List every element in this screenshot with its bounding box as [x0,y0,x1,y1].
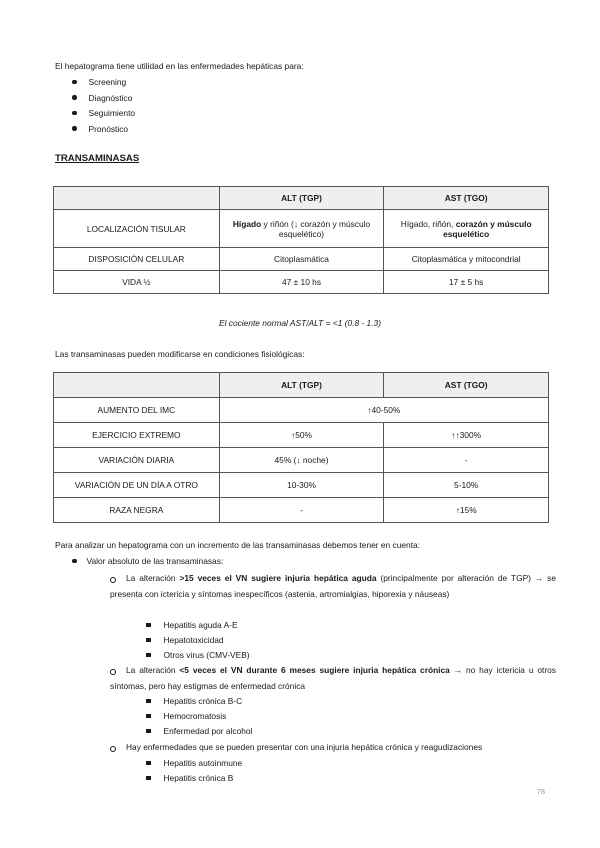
row-label: DISPOSICIÓN CELULAR [54,248,220,271]
table-cell: - [384,448,549,473]
list-item: Enfermedad por alcohol [146,724,252,740]
section-title: TRANSAMINASAS [55,153,140,164]
header-cell: ALT (TGP) [219,373,384,398]
row-label: VIDA ½ [54,271,220,294]
square-bullet-icon [146,714,151,719]
circle-bullet-icon [110,746,116,752]
list-item: Otros virus (CMV-VEB) [146,648,250,664]
bullet-icon [72,95,77,100]
uses-list [72,75,135,137]
merged-cell: ↑40-50% [219,398,548,423]
table-header-row [54,373,549,398]
row-label: VARIACIÓN DE UN DÍA A OTRO [54,473,220,498]
table-cell: Hígado, riñón, corazón y músculo esquelético [384,210,549,248]
square-bullet-icon [146,638,151,643]
list-item: Seguimiento [72,106,135,122]
row-label: RAZA NEGRA [54,498,220,523]
table-cell: ↑15% [384,498,549,523]
table-row [54,398,549,423]
header-cell [54,373,220,398]
physiologic-variation-table [53,372,549,523]
bullet-icon [72,111,77,116]
list-item: Hemocromatosis [146,709,226,725]
table-row [54,448,549,473]
table-row [54,210,549,248]
table-cell: ↑50% [219,423,384,448]
page-number: 78 [536,787,545,796]
analysis-intro: Para analizar un hepatograma con un incremento de las transaminasas debemos tener en cuenta: [55,540,420,550]
table-cell: ↑↑300% [384,423,549,448]
table-cell: Citoplasmática [219,248,384,271]
list-item: Valor absoluto de las transaminasas: [72,556,223,566]
list-item: Pronóstico [72,122,135,138]
list-item: Hepatitis autoinmune [146,756,242,772]
ratio-note: El cociente normal AST/ALT = <1 (0.8 - 1.3) [219,318,381,328]
table-row [54,498,549,523]
row-label: EJERCICIO EXTREMO [54,423,220,448]
list-item: Screening [72,75,135,91]
square-bullet-icon [146,729,151,734]
header-cell: AST (TGO) [384,373,549,398]
bullet-icon [72,559,77,564]
table-row [54,423,549,448]
list-item: Hepatitis crónica B-C [146,694,242,710]
circle-bullet-icon [110,577,116,583]
table-cell: Citoplasmática y mitocondrial [384,248,549,271]
table-cell: 5-10% [384,473,549,498]
square-bullet-icon [146,699,151,704]
acute-injury-item: La alteración >15 veces el VN sugiere injuria hepática aguda (principalmente por alteración de TGP) → se presenta con ictericia y síntomas inespecíficos (astenia, artromialgias, hiporexia y náuseas) [110,573,556,599]
table-cell: 17 ± 5 hs [384,271,549,294]
square-bullet-icon [146,761,151,766]
list-item: Hepatitis crónica B [146,771,233,787]
header-cell: AST (TGO) [384,187,549,210]
list-item: Hepatotoxicidad [146,633,224,649]
reagudization-item: Hay enfermedades que se pueden presentar con una injuria hepática crónica y reagudizaciones [110,740,556,756]
transaminases-table [53,186,549,294]
table-cell: 10-30% [219,473,384,498]
table-row [54,473,549,498]
square-bullet-icon [146,623,151,628]
table-cell: Hígado y riñón (↓ corazón y músculo esquelético) [219,210,384,248]
table-row [54,271,549,294]
list-item: Hepatitis aguda A-E [146,618,238,634]
square-bullet-icon [146,653,151,658]
table-cell: - [219,498,384,523]
table-cell: 47 ± 10 hs [219,271,384,294]
physio-intro: Las transaminasas pueden modificarse en condiciones fisiológicas: [55,349,305,359]
row-label: LOCALIZACIÓN TISULAR [54,210,220,248]
list-item: Diagnóstico [72,91,135,107]
bullet-icon [72,126,77,131]
header-cell [54,187,220,210]
row-label: AUMENTO DEL IMC [54,398,220,423]
table-cell: 45% (↓ noche) [219,448,384,473]
table-row [54,248,549,271]
circle-bullet-icon [110,669,116,675]
header-cell: ALT (TGP) [219,187,384,210]
row-label: VARIACIÓN DIARIA [54,448,220,473]
chronic-injury-item: La alteración <5 veces el VN durante 6 meses sugiere injuria hepática crónica → no hay ictericia u otros síntomas, pero hay estigmas de enfermedad crónica [110,665,556,691]
table-header-row [54,187,549,210]
square-bullet-icon [146,776,151,781]
intro-text: El hepatograma tiene utilidad en las enfermedades hepáticas para: [55,61,304,71]
bullet-icon [72,80,77,85]
